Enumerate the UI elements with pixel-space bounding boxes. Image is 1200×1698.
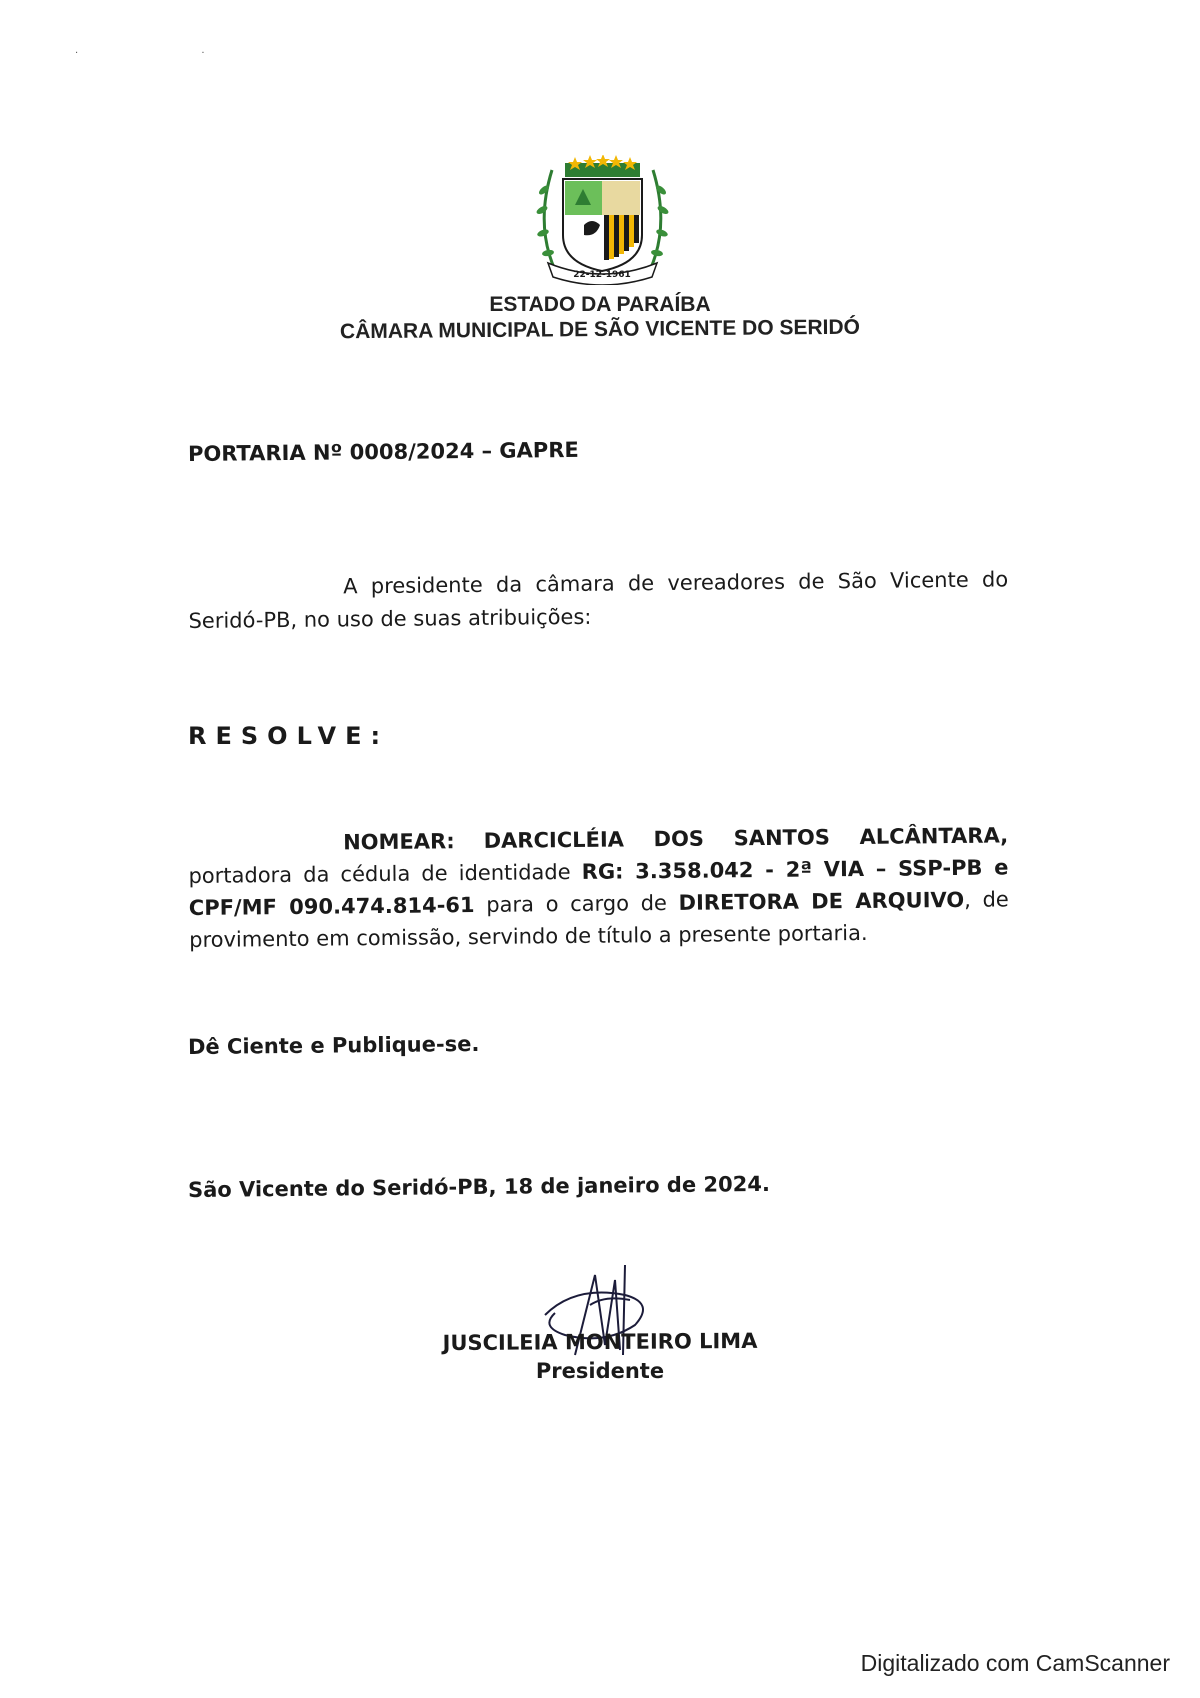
intro-paragraph [188, 563, 1009, 638]
date-line: São Vicente do Seridó-PB, 18 de janeiro de 2024. [187, 1171, 770, 1202]
signer-role: Presidente [535, 1359, 665, 1383]
nomination-paragraph [188, 819, 1009, 956]
municipal-coat-of-arms-icon [530, 155, 675, 285]
resolve-heading: RESOLVE: [188, 722, 390, 750]
nominee-name: DARCICLÉIA DOS SANTOS ALCÂNTARA, [483, 823, 1009, 853]
closing-text: Dê Ciente e Publique-se. [187, 1031, 480, 1059]
signer-name: JUSCILEIA MONTEIRO LIMA [442, 1328, 758, 1356]
scan-specks: · · [75, 48, 265, 59]
cargo-text: para o cargo de [486, 890, 668, 917]
id-text: portadora da cédula de identidade [188, 859, 571, 888]
provimento-text: , de provimento em comissão, servindo de título a presente portaria. [189, 887, 1009, 952]
intro-text: A presidente da câmara de vereadores de São Vicente do Seridó-PB, no uso de suas atribuições: [188, 567, 1009, 633]
camscanner-watermark: Digitalizado com CamScanner [860, 1650, 1170, 1676]
nomear-label: NOMEAR: [343, 829, 455, 855]
chamber-heading: CÂMARA MUNICIPAL DE SÃO VICENTE DO SERIDÓ [339, 315, 861, 344]
rg-cpf: RG: 3.358.042 - 2ª VIA – SSP-PB e CPF/MF 090.474.814-61 [188, 855, 1009, 920]
cargo-title: DIRETORA DE ARQUIVO [678, 887, 965, 915]
portaria-title: PORTARIA Nº 0008/2024 – GAPRE [187, 437, 579, 466]
crest-date: 22-12-1961 [573, 270, 631, 280]
state-heading: ESTADO DA PARAÍBA [489, 293, 711, 316]
